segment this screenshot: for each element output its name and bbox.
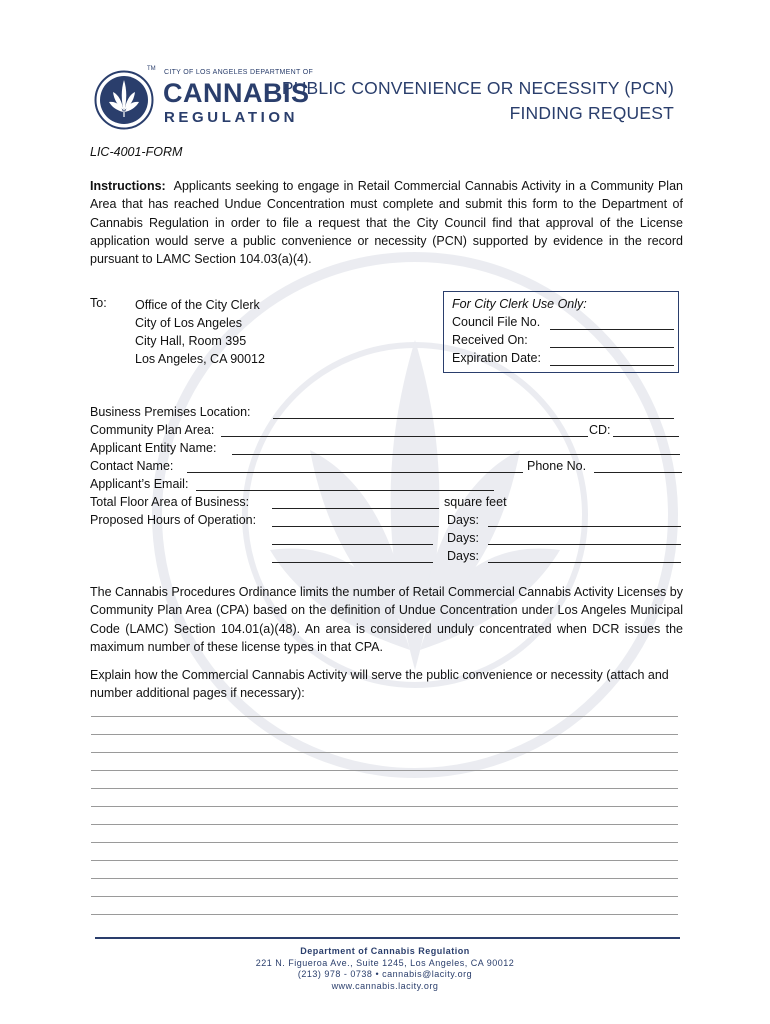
answer-line[interactable] [91, 914, 678, 915]
answer-line[interactable] [91, 734, 678, 735]
logo-regulation-text: REGULATION [164, 109, 299, 126]
days-input-3[interactable] [488, 562, 681, 563]
hours-input-2[interactable] [272, 544, 433, 545]
entity-label: Applicant Entity Name: [90, 441, 217, 455]
answer-line[interactable] [91, 824, 678, 825]
expiration-date-field[interactable] [550, 365, 674, 366]
footer [0, 946, 770, 992]
received-on-label: Received On: [452, 333, 528, 347]
email-input[interactable] [196, 490, 494, 491]
days-label: Days: [447, 531, 479, 545]
answer-line[interactable] [91, 878, 678, 879]
footer-website: www.cannabis.lacity.org [331, 980, 439, 991]
instructions-paragraph [90, 177, 683, 268]
answer-line[interactable] [91, 716, 678, 717]
answer-line[interactable] [91, 842, 678, 843]
document-title-line-1: PUBLIC CONVENIENCE OR NECESSITY (PCN) [281, 78, 674, 98]
entity-input[interactable] [232, 454, 680, 455]
expiration-date-label: Expiration Date: [452, 351, 541, 365]
phone-input[interactable] [594, 472, 682, 473]
days-label: Days: [447, 549, 479, 563]
floor-area-label: Total Floor Area of Business: [90, 495, 250, 509]
document-title [282, 76, 674, 126]
cpa-input[interactable] [221, 436, 588, 437]
received-on-field[interactable] [550, 347, 674, 348]
address-line: City of Los Angeles [135, 316, 243, 330]
contact-input[interactable] [187, 472, 523, 473]
ordinance-paragraph: The Cannabis Procedures Ordinance limits the number of Retail Commercial Cannabis Activity Licenses by Community Plan Area (CPA) based on the definition of Undue Concentration under Los Angeles Municipal Code (LAMC) Section 104.01(a)(48). An area is considered unduly concentrated when DCR issues the maximum number of these license types in that CPA. [90, 585, 683, 654]
council-file-field[interactable] [550, 329, 674, 330]
addressee-block [135, 296, 265, 368]
logo-department-line: CITY OF LOS ANGELES DEPARTMENT OF [164, 69, 314, 76]
footer-department-name: Department of Cannabis Regulation [300, 946, 470, 956]
address-line: Los Angeles, CA 90012 [135, 352, 265, 366]
premises-label: Business Premises Location: [90, 405, 251, 419]
logo-cannabis-text: CANNABIS [163, 78, 310, 108]
premises-input[interactable] [273, 418, 674, 419]
council-file-label: Council File No. [452, 315, 541, 329]
email-label: Applicant’s Email: [90, 477, 189, 491]
cannabis-regulation-logo-icon [94, 70, 154, 130]
instructions-label: Instructions: [90, 179, 166, 193]
hours-input-3[interactable] [272, 562, 433, 563]
address-line: City Hall, Room 395 [135, 334, 247, 348]
footer-divider [95, 937, 680, 939]
hours-input-1[interactable] [272, 526, 439, 527]
council-file-row [452, 315, 674, 329]
form-id: LIC-4001-FORM [90, 145, 183, 159]
answer-line[interactable] [91, 770, 678, 771]
cpa-label: Community Plan Area: [90, 423, 215, 437]
answer-line[interactable] [91, 806, 678, 807]
days-label: Days: [447, 513, 479, 527]
explain-prompt: Explain how the Commercial Cannabis Activity will serve the public convenience or necessity (attach and number additional pages if necessary): [90, 668, 669, 701]
footer-contact: (213) 978 - 0738 • cannabis@lacity.org [297, 969, 473, 979]
clerk-box-title: For City Clerk Use Only: [452, 297, 587, 311]
document-title-line-2: FINDING REQUEST [509, 103, 674, 123]
cd-label: CD: [589, 423, 611, 437]
days-input-1[interactable] [488, 526, 681, 527]
answer-line[interactable] [91, 752, 678, 753]
answer-line[interactable] [91, 788, 678, 789]
floor-area-input[interactable] [272, 508, 439, 509]
to-label: To: [90, 296, 107, 310]
trademark-mark: TM [147, 66, 156, 72]
contact-label: Contact Name: [90, 459, 174, 473]
phone-label: Phone No. [527, 459, 587, 473]
answer-line[interactable] [91, 896, 678, 897]
expiration-date-row [452, 351, 674, 365]
answer-line[interactable] [91, 860, 678, 861]
instructions-text: Applicants seeking to engage in Retail Commercial Cannabis Activity in a Community Plan Area that has reached Undue Concentration must complete and submit this form to the Department of Cannabis Regulation in order to file a request that the City Council find that approval of the License application would serve a public convenience or necessity (PCN) supported by evidence in the record pursuant to LAMC Section 104.03(a)(4). [90, 179, 683, 267]
footer-address: 221 N. Figueroa Ave., Suite 1245, Los Angeles, CA 90012 [255, 957, 515, 968]
received-on-row [452, 333, 674, 347]
days-input-2[interactable] [488, 544, 681, 545]
address-line: Office of the City Clerk [135, 298, 260, 312]
cd-input[interactable] [613, 436, 679, 437]
hours-label: Proposed Hours of Operation: [90, 513, 257, 527]
square-feet-label: square feet [444, 495, 507, 509]
